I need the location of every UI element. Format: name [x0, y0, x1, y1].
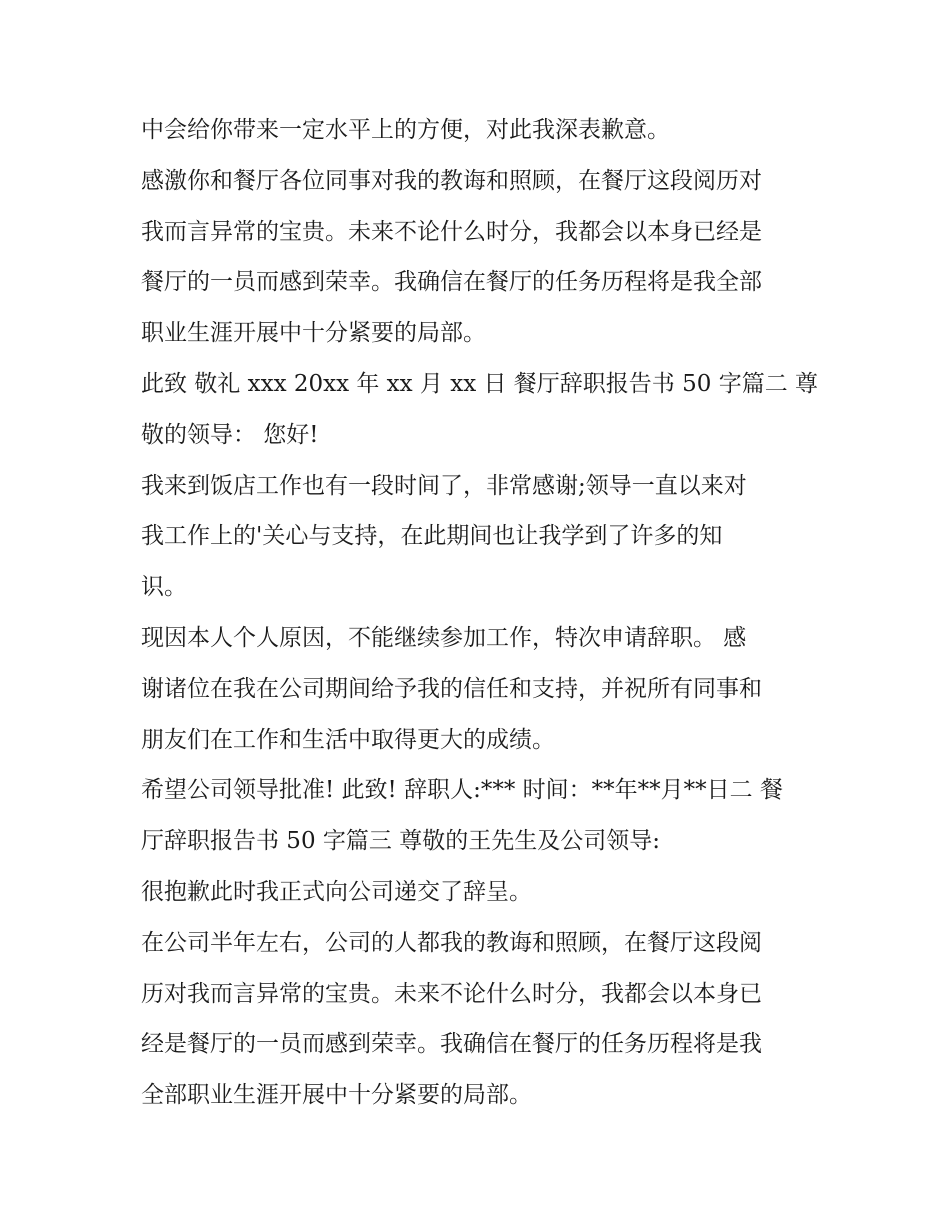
paragraph — [141, 364, 820, 466]
text-line: 经是餐厅的一员而感到荣幸。我确信在餐厅的任务历程将是我 — [141, 1031, 762, 1058]
text-line: 谢诸位在我在公司期间给予我的信任和支持，并祝所有同事和 — [141, 675, 762, 702]
paragraph — [141, 770, 820, 872]
paragraph — [141, 161, 820, 364]
text-line: 我工作上的'关心与支持，在此期间也让我学到了许多的知 — [141, 523, 723, 550]
text-line: 很抱歉此时我正式向公司递交了辞呈。 — [141, 878, 532, 905]
paragraph — [141, 618, 820, 770]
text-line: 中会给你带来一定水平上的方便，对此我深表歉意。 — [141, 117, 670, 143]
paragraph — [141, 466, 820, 618]
paragraph — [141, 923, 820, 1126]
text-line: 现因本人个人原因，不能继续参加工作，特次申请辞职。 感 — [141, 624, 747, 651]
text-line: 感激你和餐厅各位同事对我的教诲和照顾，在餐厅这段阅历对 — [141, 167, 762, 194]
text-line: 我来到饭店工作也有一段时间了，非常感谢;领导一直以来对 — [141, 472, 747, 499]
text-line: 在公司半年左右，公司的人都我的教诲和照顾，在餐厅这段阅 — [141, 929, 762, 956]
text-line: 厅辞职报告书 50 字篇三 尊敬的王先生及公司领导: — [141, 828, 660, 855]
text-line: 希望公司领导批准! 此致! 辞职人:*** 时间：**年**月**日二 餐 — [141, 777, 783, 804]
text-line: 此致 敬礼 xxx 20xx 年 xx 月 xx 日 餐厅辞职报告书 50 字篇二 尊 — [141, 370, 819, 397]
paragraph — [141, 872, 820, 923]
text-line: 职业生涯开展中十分紧要的局部。 — [141, 320, 486, 347]
text-line: 朋友们在工作和生活中取得更大的成绩。 — [141, 726, 555, 753]
text-line: 餐厅的一员而感到荣幸。我确信在餐厅的任务历程将是我全部 — [141, 269, 762, 296]
text-line: 敬的领导： 您好! — [141, 421, 319, 448]
text-line: 全部职业生涯开展中十分紧要的局部。 — [141, 1082, 532, 1109]
text-line: 历对我而言异常的宝贵。未来不论什么时分，我都会以本身已 — [141, 980, 762, 1007]
paragraph — [141, 110, 820, 161]
document-body — [141, 110, 820, 1126]
text-line: 我而言异常的宝贵。未来不论什么时分，我都会以本身已经是 — [141, 218, 762, 245]
text-line: 识。 — [141, 574, 187, 601]
